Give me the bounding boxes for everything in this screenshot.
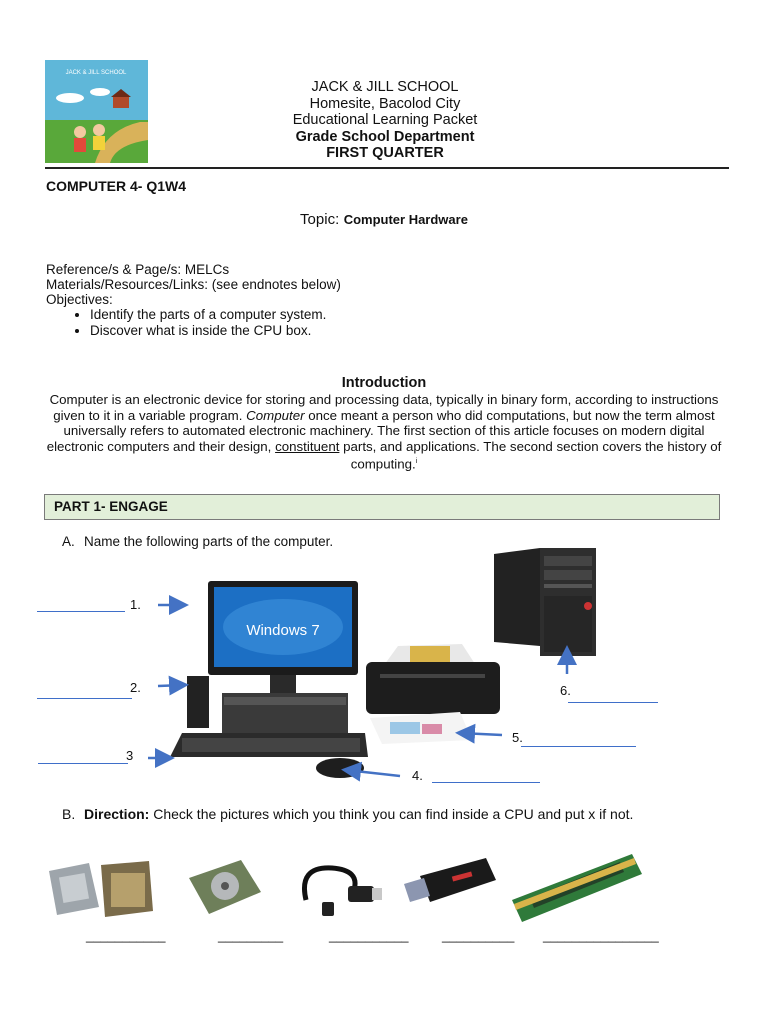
logo-text: JACK & JILL SCHOOL xyxy=(65,70,127,76)
answer-blank-4[interactable] xyxy=(432,782,540,783)
monitor-text: Windows 7 xyxy=(246,622,320,639)
question-b-label: Direction: xyxy=(84,806,150,822)
label-1: 1. xyxy=(130,597,141,612)
label-3: 3 xyxy=(126,748,134,763)
answer-blank-2[interactable] xyxy=(37,698,132,699)
flash-drive-image xyxy=(400,856,498,908)
label-2: 2. xyxy=(130,680,141,695)
quarter: FIRST QUARTER xyxy=(326,145,444,161)
check-blank-5[interactable]: ________________ xyxy=(543,928,659,943)
label-6: 6. xyxy=(560,683,571,698)
school-location: Homesite, Bacolod City xyxy=(309,95,461,112)
packet-name: Educational Learning Packet xyxy=(292,112,478,128)
footnote-mark: i xyxy=(415,458,418,465)
answer-blank-6[interactable] xyxy=(568,702,658,703)
materials: Materials/Resources/Links: (see endnotes below) xyxy=(46,277,341,292)
processor-chips-image xyxy=(45,855,157,923)
usb-adapter-image xyxy=(292,860,384,922)
intro-emphasis: Computer xyxy=(246,407,305,423)
topic-value: Computer Hardware xyxy=(343,212,468,227)
intro-underlined: constituent xyxy=(275,438,340,454)
answer-blank-3[interactable] xyxy=(38,763,128,764)
check-blank-1[interactable]: ___________ xyxy=(86,928,166,943)
question-b-text: Check the pictures which you think you can find inside a CPU and put x if not. xyxy=(153,806,634,822)
check-blank-2[interactable]: _________ xyxy=(218,928,284,943)
objective-item: • Identify the parts of a computer system. xyxy=(90,307,326,323)
intro-part-2: once meant a person who did computations, but now the term almost universally refers to automated electronic machinery. The first section of this article focuses on modern digital electronic computers and their design, xyxy=(46,407,715,454)
intro-part-3: parts, and applications. The second section covers the history of computing. xyxy=(343,438,722,472)
question-b xyxy=(62,806,722,823)
objective-item: • Discover what is inside the CPU box. xyxy=(90,323,326,339)
objectives-label: Objectives: xyxy=(46,292,113,307)
answer-blank-1[interactable] xyxy=(37,611,125,612)
label-5: 5. xyxy=(512,730,523,745)
answer-blank-5[interactable] xyxy=(521,746,636,747)
check-blank-3[interactable]: ___________ xyxy=(329,928,409,943)
part1-title: PART 1- ENGAGE xyxy=(54,499,168,514)
ram-module-image xyxy=(510,852,645,924)
department: Grade School Department xyxy=(295,128,475,145)
intro-part-1: Computer is an electronic device for storing and processing data, typically in binary form, according to instructions given to it in a variable program. xyxy=(49,392,719,423)
school-name: JACK & JILL SCHOOL xyxy=(311,79,459,95)
check-blank-4[interactable]: __________ xyxy=(442,928,515,943)
topic-label: Topic: xyxy=(300,211,340,228)
question-a-text: Name the following parts of the computer. xyxy=(84,534,334,549)
hard-drive-image xyxy=(183,856,265,918)
references: Reference/s & Page/s: MELCs xyxy=(46,262,230,277)
question-b-letter: B. xyxy=(62,806,76,822)
question-a-letter: A. xyxy=(62,534,75,549)
course-code: COMPUTER 4- Q1W4 xyxy=(46,178,187,194)
label-4: 4. xyxy=(412,768,423,783)
introduction-title: Introduction xyxy=(341,375,427,391)
